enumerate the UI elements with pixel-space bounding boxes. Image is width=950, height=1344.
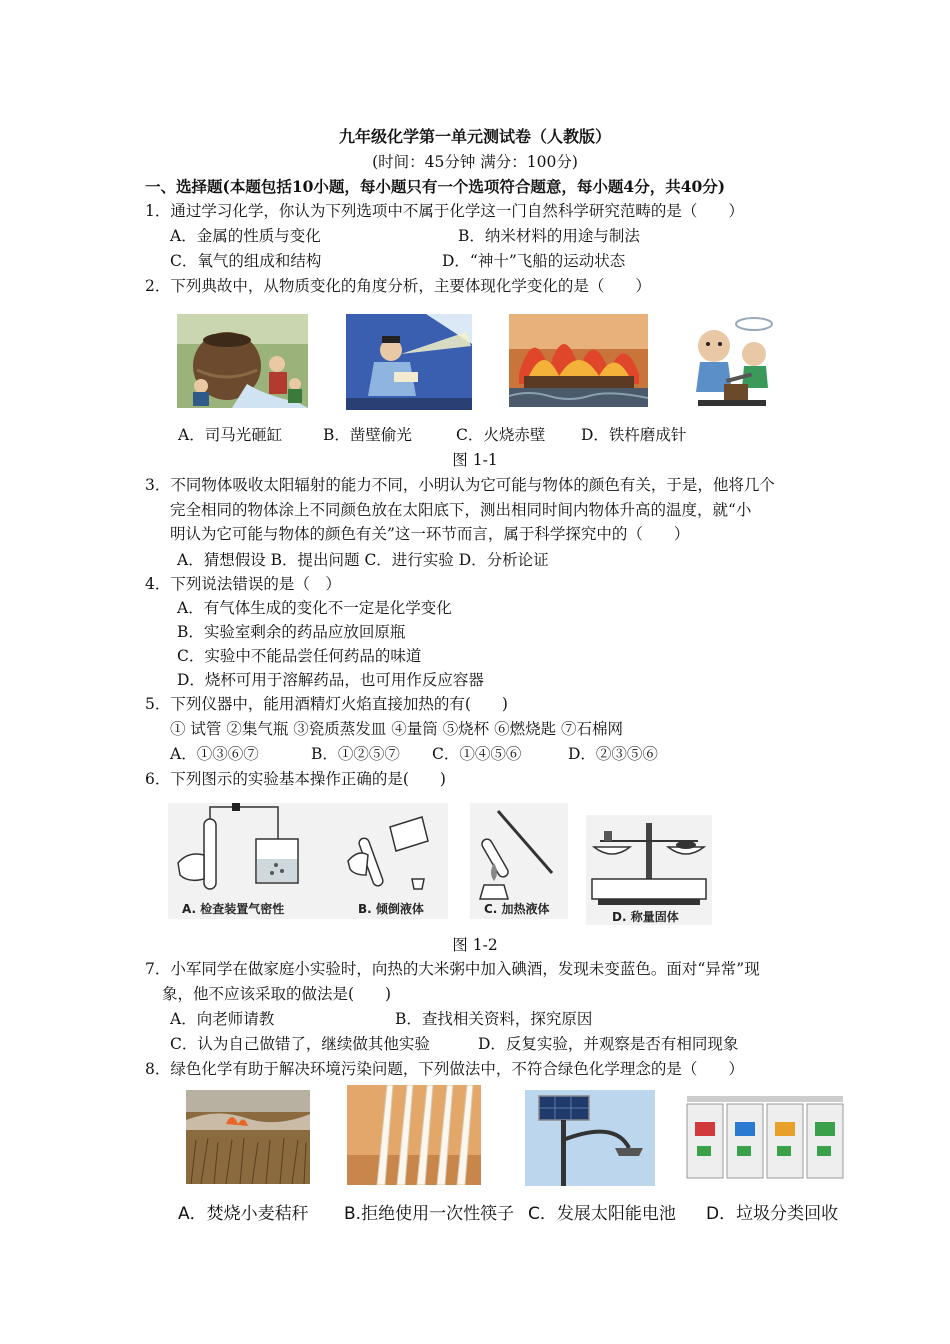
q4-stem: 4．下列说法错误的是（ ） — [145, 575, 341, 593]
q5-option-c: C．①④⑤⑥ — [432, 745, 522, 763]
q1-option-c: C．氧气的组成和结构 — [170, 252, 322, 270]
q8-option-c: C．发展太阳能电池 — [528, 1204, 676, 1224]
q3-line3: 明认为它可能与物体的颜色有关”这一环节而言，属于科学探究中的（ ） — [170, 525, 690, 543]
sima-guang-jar-image — [177, 314, 308, 408]
q1-option-b: B．纳米材料的用途与制法 — [458, 227, 640, 245]
q5-option-d: D．②③⑤⑥ — [568, 745, 658, 763]
q5-option-b: B．①②⑤⑦ — [311, 745, 400, 763]
q8-stem: 8．绿色化学有助于解决环境污染问题，下列做法中，不符合绿色化学理念的是（ ） — [145, 1060, 744, 1078]
recycling-bins-image — [683, 1092, 851, 1184]
q3-line2: 完全相同的物体涂上不同颜色放在太阳底下，测出相同时间内物体升高的温度，就“小 — [170, 501, 752, 519]
q5-option-a: A．①③⑥⑦ — [170, 745, 259, 763]
q4-option-c: C．实验中不能品尝任何药品的味道 — [177, 647, 422, 665]
solar-lamp-image — [525, 1090, 655, 1186]
burning-straw-image — [186, 1090, 310, 1184]
q2-option-d: D．铁杵磨成针 — [581, 426, 687, 444]
exam-subtitle: (时间：45分钟 满分：100分) — [372, 153, 578, 171]
q7-option-b: B．查找相关资料，探究原因 — [395, 1010, 593, 1028]
boring-wall-light-image — [346, 314, 472, 410]
caption-b-pouring: B. 倾倒液体 — [358, 902, 424, 916]
q5-items: ① 试管 ②集气瓶 ③瓷质蒸发皿 ④量筒 ⑤烧杯 ⑥燃烧匙 ⑦石棉网 — [170, 720, 623, 738]
q1-option-d: D．“神十”飞船的运动状态 — [442, 252, 626, 270]
red-cliff-fire-image — [509, 314, 648, 407]
q4-option-b: B．实验室剩余的药品应放回原瓶 — [177, 623, 406, 641]
caption-d-weighing: D. 称量固体 — [612, 910, 679, 924]
lab-op-c-image — [470, 803, 568, 919]
q4-option-d: D．烧杯可用于溶解药品，也可用作反应容器 — [177, 671, 484, 689]
q2-stem: 2．下列典故中，从物质变化的角度分析，主要体现化学变化的是（ ） — [145, 277, 651, 295]
q7-line2: 象，他不应该采取的做法是( ) — [162, 985, 392, 1003]
figure-1-1-caption: 图 1-1 — [452, 451, 498, 469]
q4-option-a: A．有气体生成的变化不一定是化学变化 — [177, 599, 452, 617]
exam-title: 九年级化学第一单元测试卷（人教版） — [338, 127, 611, 146]
q8-option-a: A．焚烧小麦秸秆 — [178, 1204, 309, 1224]
q7-line1: 7．小军同学在做家庭小实验时，向热的大米粥中加入碘酒，发现未变蓝色。面对“异常”现 — [145, 960, 760, 978]
q5-stem: 5．下列仪器中，能用酒精灯火焰直接加热的有( ) — [145, 695, 508, 713]
q7-option-a: A．向老师请教 — [170, 1010, 275, 1028]
q2-option-a: A．司马光砸缸 — [178, 426, 283, 444]
q8-option-b: B.拒绝使用一次性筷子 — [344, 1204, 515, 1224]
q2-option-b: B．凿壁偷光 — [323, 426, 412, 444]
iron-pestle-needle-image — [688, 314, 776, 410]
q7-option-d: D．反复实验，并观察是否有相同现象 — [478, 1035, 739, 1053]
q3-line1: 3．不同物体吸收太阳辐射的能力不同，小明认为它可能与物体的颜色有关，于是，他将几个 — [145, 476, 775, 494]
caption-a-airtightness: A. 检查装置气密性 — [182, 902, 285, 916]
chopsticks-image — [347, 1085, 481, 1185]
caption-c-heating: C. 加热液体 — [484, 902, 550, 916]
q1-option-a: A．金属的性质与变化 — [170, 227, 321, 245]
q3-options: A．猜想假设 B．提出问题 C．进行实验 D．分析论证 — [177, 551, 549, 569]
q8-option-d: D．垃圾分类回收 — [706, 1204, 839, 1224]
q2-option-c: C．火烧赤壁 — [456, 426, 546, 444]
lab-op-d-image — [586, 815, 712, 925]
q7-option-c: C．认为自己做错了，继续做其他实验 — [170, 1035, 430, 1053]
lab-ops-ab-image — [168, 803, 448, 919]
q1-stem: 1．通过学习化学，你认为下列选项中不属于化学这一门自然科学研究范畴的是（ ） — [145, 202, 744, 220]
figure-1-2-caption: 图 1-2 — [452, 936, 498, 954]
section-heading: 一、选择题(本题包括10小题，每小题只有一个选项符合题意，每小题4分，共40分) — [145, 177, 726, 196]
q6-stem: 6．下列图示的实验基本操作正确的是( ) — [145, 770, 446, 788]
